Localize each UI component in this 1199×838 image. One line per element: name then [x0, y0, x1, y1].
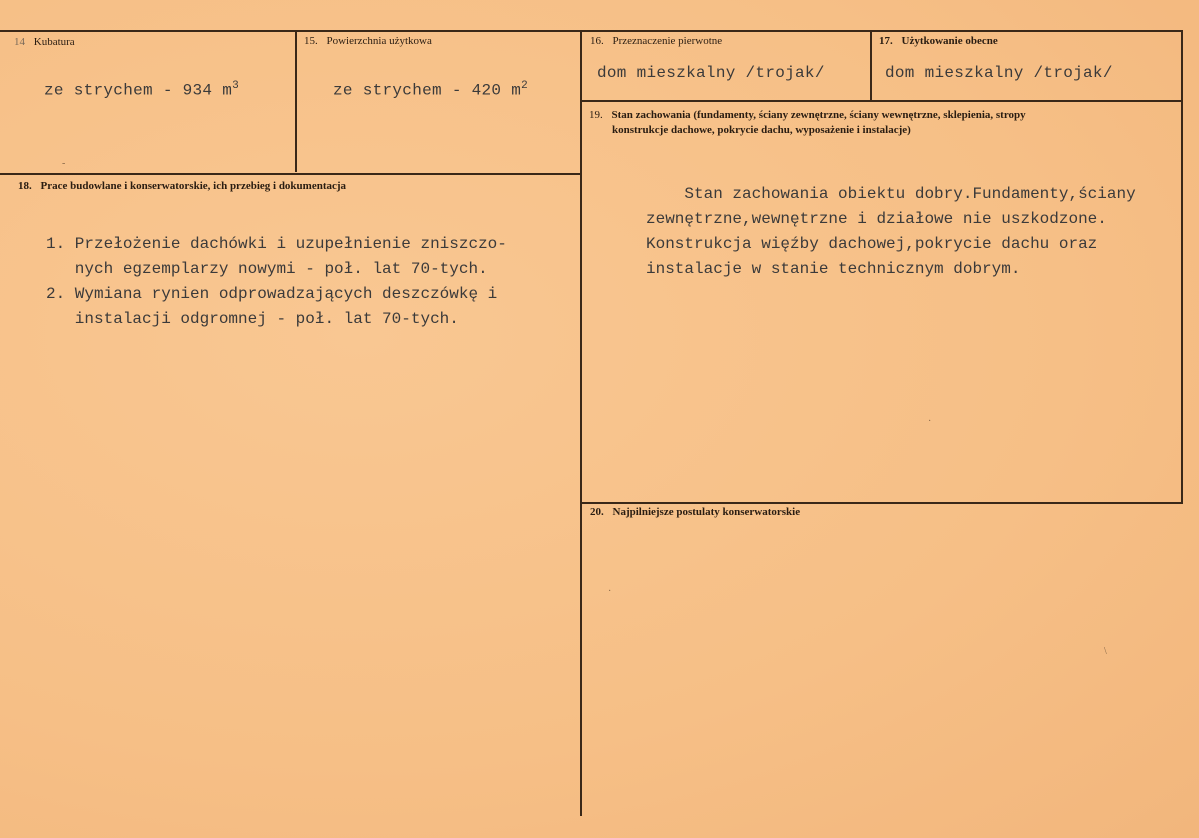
- field-16-value: dom mieszkalny /trojak/: [597, 64, 825, 82]
- field-18-title: Prace budowlane i konserwatorskie, ich przebieg i dokumentacja: [40, 180, 347, 192]
- field-14-number: 14: [14, 36, 25, 48]
- field-15-value: [333, 80, 528, 99]
- field-17-value: dom mieszkalny /trojak/: [885, 64, 1113, 82]
- field-14-value: [44, 80, 239, 99]
- field-19-label-line2: konstrukcje dachowe, pokrycie dachu, wyposażenie i instalacje): [612, 124, 911, 136]
- field-16-number: 16.: [590, 35, 604, 47]
- field-18-line: nych egzemplarzy nowymi - poł. lat 70-tych.: [46, 260, 488, 278]
- field-14-title: Kubatura: [33, 36, 75, 48]
- field-19-line: Konstrukcja więźby dachowej,pokrycie dachu oraz: [646, 235, 1098, 253]
- field-19-line: zewnętrzne,wewnętrzne i działowe nie uszkodzone.: [646, 210, 1107, 228]
- paper-speck: ·: [928, 416, 932, 427]
- row-line-16-19: [581, 100, 1182, 102]
- field-18-line: 2. Wymiana rynien odprowadzających deszczówkę i: [46, 285, 498, 303]
- field-17-title: Użytkowanie obecne: [901, 35, 998, 47]
- field-19-number: 19.: [589, 109, 603, 121]
- field-14-label: [14, 36, 75, 48]
- field-20-label: [590, 506, 800, 518]
- paper-speck: \: [1104, 646, 1107, 657]
- top-border-line: [0, 30, 1182, 32]
- field-19-line: Stan zachowania obiektu dobry.Fundamenty,ściany: [646, 185, 1136, 203]
- field-15-label: [304, 35, 432, 47]
- row-line-14-18: [0, 173, 581, 175]
- field-14-value-exponent: 3: [232, 80, 240, 92]
- field-15-value-text: ze strychem - 420 m: [333, 81, 522, 100]
- divider-16-17: [870, 30, 872, 100]
- field-19-line: instalacje w stanie technicznym dobrym.: [646, 260, 1021, 278]
- field-20-title: Najpilniejsze postulaty konserwatorskie: [612, 506, 801, 518]
- field-15-number: 15.: [304, 35, 318, 47]
- field-19-label: [589, 108, 1026, 138]
- field-17-label: [879, 35, 998, 47]
- field-18-label: [18, 180, 346, 192]
- paper-speck: ·: [608, 586, 612, 597]
- field-19-title: Stan zachowania (fundamenty, ściany zewnętrzne, ściany wewnętrzne, sklepienia, stropy: [611, 109, 1026, 121]
- field-19-label-line1: [589, 108, 1026, 123]
- field-16-label: [590, 35, 722, 47]
- field-16-title: Przeznaczenie pierwotne: [612, 35, 723, 47]
- field-18-number: 18.: [18, 180, 32, 192]
- paper-speck: -: [62, 158, 66, 169]
- field-14-value-text: ze strychem - 934 m: [44, 81, 233, 100]
- row-line-19-20: [581, 502, 1182, 504]
- divider-14-15: [295, 30, 297, 172]
- field-15-value-exponent: 2: [521, 80, 529, 92]
- field-18-line: instalacji odgromnej - poł. lat 70-tych.: [46, 310, 459, 328]
- field-15-title: Powierzchnia użytkowa: [326, 35, 432, 47]
- divider-mid-vertical: [580, 30, 582, 816]
- field-18-line: 1. Przełożenie dachówki i uzupełnienie zniszczo-: [46, 235, 507, 253]
- field-17-number: 17.: [879, 35, 893, 47]
- field-18-text: [46, 232, 507, 332]
- field-19-text: [646, 182, 1136, 282]
- field-20-number: 20.: [590, 506, 604, 518]
